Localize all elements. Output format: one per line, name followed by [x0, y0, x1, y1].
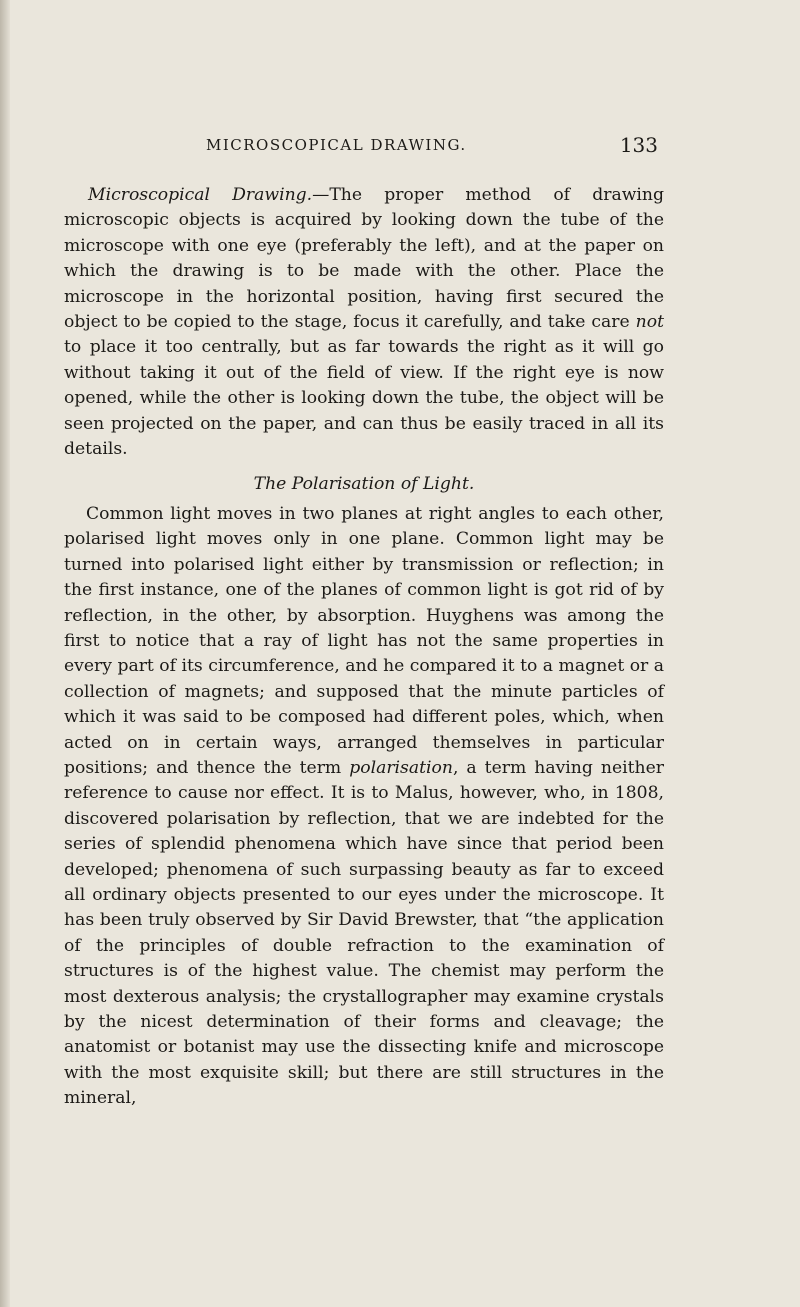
body-text	[64, 183, 664, 1112]
paragraph-lead: Microscopical Drawing.	[88, 185, 313, 205]
running-head	[206, 133, 658, 163]
emphasis-polarisation: polarisation	[349, 757, 453, 778]
emphasis-not: not	[635, 312, 664, 333]
paragraph-text: Common light moves in two planes at right angles to each other, polarised light moves only in one plane. Common light may be turned into polarised light either by transmission or reflection; in the first instance, one of the planes of common light is got rid of by reflection, in the other, by absorption. Huyghens was among the first to notice that a ray of light has not the same properties in every part of its circumference, and he compared it to a magnet or a collection of magnets; and supposed that the minute particles of which it was said to be composed had different poles, which, when acted on in certain ways, arranged themselves in particular positions; and thence the term	[64, 503, 664, 778]
paragraph-microscopical-drawing	[64, 183, 664, 462]
page-edge	[0, 0, 10, 1307]
paragraph-text: —The proper method of drawing microscopic objects is acquired by looking down the tube of the microscope with one eye (preferably the left), and at the paper on which the drawing is to be made with the other. Place the microscope in the horizontal position, having first secured the object to be copied to the stage, focus it carefully, and take care	[64, 185, 664, 333]
section-heading: The Polarisation of Light.	[253, 474, 475, 495]
paragraph-polarisation	[64, 502, 664, 1112]
page-number: 133	[619, 133, 658, 157]
paragraph-text-cont: , a term having neither reference to cause nor effect. It is to Malus, however, who, in 1808, discovered polarisation by reflection, that we are indebted for the series of splendid phenomena which have since that period been developed; phenomena of such surpassing beauty as far to exceed all ordinary objects presented to our eyes under the microscope. It has been truly observed by Sir David Brewster, that “the application of the principles of double refraction to the examination of structures is of the highest value. The chemist may perform the most dexterous analysis; the crystallographer may examine crystals by the nicest determination of their forms and cleavage; the anatomist or botanist may use the dissecting knife and microscope with the most exquisite skill; but there are still structures in the mineral,	[64, 757, 664, 1109]
running-title: MICROSCOPICAL DRAWING.	[206, 136, 467, 154]
paragraph-text-cont: to place it too centrally, but as far towards the right as it will go without taking it out of the field of view. If the right eye is now opened, while the other is looking down the tube, the object will be seen projected on the paper, and can thus be easily traced in all its details.	[64, 337, 664, 460]
